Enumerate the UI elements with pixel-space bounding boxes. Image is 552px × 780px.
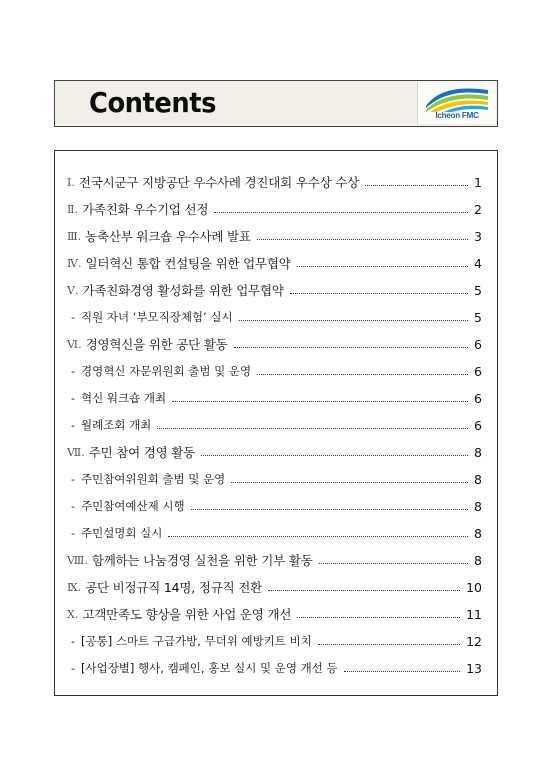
toc-entry-number: Ⅱ. xyxy=(67,202,78,216)
toc-dot-leader xyxy=(239,319,468,321)
toc-entry-number: Ⅹ. xyxy=(67,607,79,621)
toc-entry-title: [공통] 스마트 구급가방, 무더위 예방키트 비치 xyxy=(80,634,312,648)
toc-entry-page: 3 xyxy=(474,228,482,244)
toc-entry-title: 가족친화 우수기업 선정 xyxy=(81,202,209,217)
table-of-contents xyxy=(54,150,498,696)
toc-dot-leader xyxy=(172,400,468,402)
toc-entry-page: 13 xyxy=(466,660,482,676)
toc-entry[interactable] xyxy=(67,198,482,220)
toc-entry[interactable] xyxy=(67,495,482,517)
toc-entry-number: - xyxy=(71,661,75,675)
toc-entry[interactable] xyxy=(67,333,482,355)
logo-waves-icon xyxy=(424,84,490,112)
toc-entry-page: 8 xyxy=(474,471,482,487)
toc-entry[interactable] xyxy=(67,306,482,328)
icheon-fmc-logo xyxy=(417,82,496,124)
toc-entry-title: 경영혁신을 위한 공단 활동 xyxy=(85,337,228,352)
toc-entry-title: 농축산부 워크숍 우수사례 발표 xyxy=(85,229,251,244)
toc-entry-page: 6 xyxy=(474,390,482,406)
toc-dot-leader xyxy=(201,454,468,456)
toc-entry[interactable] xyxy=(67,549,482,571)
toc-dot-leader xyxy=(365,184,468,186)
toc-entry-page: 10 xyxy=(466,579,482,595)
toc-entry-page: 8 xyxy=(474,525,482,541)
logo-text: Icheon FMC xyxy=(435,111,479,120)
toc-entry-title: 고객만족도 향상을 위한 사업 운영 개선 xyxy=(82,607,292,622)
toc-dot-leader xyxy=(268,589,460,591)
toc-entry-number: Ⅶ. xyxy=(67,445,85,459)
toc-entry-number: Ⅴ. xyxy=(67,283,79,297)
toc-entry-number: - xyxy=(71,526,75,540)
toc-dot-leader xyxy=(297,616,460,618)
toc-entry-page: 12 xyxy=(466,633,482,649)
toc-entry-page: 5 xyxy=(474,282,482,298)
toc-entry-page: 1 xyxy=(474,174,482,190)
toc-dot-leader xyxy=(157,427,468,429)
toc-entry[interactable] xyxy=(67,279,482,301)
toc-entry-title: [사업장별] 행사, 캠페인, 홍보 실시 및 운영 개선 등 xyxy=(80,661,338,675)
toc-dot-leader xyxy=(214,211,468,213)
toc-entry-number: - xyxy=(71,418,75,432)
toc-entry-number: Ⅰ. xyxy=(67,175,75,189)
toc-entry-title: 주민 참여 경영 활동 xyxy=(88,445,196,460)
toc-entry-page: 2 xyxy=(474,201,482,217)
toc-dot-leader xyxy=(234,346,469,348)
toc-entry-title: 전국시군구 지방공단 우수사례 경진대회 우수상 수상 xyxy=(78,175,359,190)
toc-entry-number: - xyxy=(71,391,75,405)
toc-entry-page: 6 xyxy=(474,363,482,379)
toc-entry-title: 주민참여위원회 출범 및 운영 xyxy=(80,472,226,486)
toc-entry-title: 혁신 워크숍 개최 xyxy=(80,391,167,405)
toc-entry-number: Ⅲ. xyxy=(67,229,82,243)
toc-dot-leader xyxy=(319,562,468,564)
toc-entry-title: 일터혁신 통합 컨설팅을 위한 업무협약 xyxy=(85,256,291,271)
toc-entry-page: 8 xyxy=(474,444,482,460)
toc-entry[interactable] xyxy=(67,360,482,382)
toc-dot-leader xyxy=(231,481,468,483)
toc-dot-leader xyxy=(168,535,468,537)
toc-dot-leader xyxy=(318,643,460,645)
toc-entry-number: - xyxy=(71,499,75,513)
toc-entry-page: 8 xyxy=(474,552,482,568)
toc-entry[interactable] xyxy=(67,657,482,679)
toc-entry-page: 5 xyxy=(474,309,482,325)
toc-entry-title: 가족친화경영 활성화를 위한 업무협약 xyxy=(82,283,284,298)
toc-entry-number: Ⅸ. xyxy=(67,580,82,594)
toc-entry-title: 경영혁신 자문위원회 출범 및 운영 xyxy=(80,364,252,378)
toc-entry-page: 11 xyxy=(466,606,482,622)
toc-entry-title: 월례조회 개최 xyxy=(80,418,152,432)
toc-entry[interactable] xyxy=(67,576,482,598)
toc-dot-leader xyxy=(290,292,468,294)
toc-entry[interactable] xyxy=(67,522,482,544)
toc-entry-page: 6 xyxy=(474,417,482,433)
toc-entry-number: - xyxy=(71,634,75,648)
toc-dot-leader xyxy=(257,373,468,375)
toc-entry[interactable] xyxy=(67,603,482,625)
toc-entry-title: 직원 자녀 ‘부모직장체험’ 실시 xyxy=(80,310,233,324)
toc-entry[interactable] xyxy=(67,630,482,652)
toc-entry-number: - xyxy=(71,364,75,378)
toc-entry[interactable] xyxy=(67,441,482,463)
toc-dot-leader xyxy=(297,265,468,267)
toc-dot-leader xyxy=(191,508,468,510)
toc-entry-title: 공단 비정규직 14명, 정규직 전환 xyxy=(85,580,262,595)
toc-entry-page: 4 xyxy=(474,255,482,271)
toc-entry-number: - xyxy=(71,310,75,324)
toc-entry[interactable] xyxy=(67,171,482,193)
toc-entry-number: Ⅳ. xyxy=(67,256,82,270)
toc-dot-leader xyxy=(257,238,468,240)
toc-entry[interactable] xyxy=(67,468,482,490)
toc-entry-number: Ⅵ. xyxy=(67,337,82,351)
toc-entry-number: - xyxy=(71,472,75,486)
toc-entry-page: 6 xyxy=(474,336,482,352)
toc-entry-title: 주민참여예산제 시행 xyxy=(80,499,185,513)
toc-entry-title: 함께하는 나눔경영 실천을 위한 기부 활동 xyxy=(91,553,313,568)
toc-entry[interactable] xyxy=(67,387,482,409)
page-title: Contents xyxy=(89,86,217,119)
toc-entry-page: 8 xyxy=(474,498,482,514)
toc-entry[interactable] xyxy=(67,252,482,274)
toc-dot-leader xyxy=(344,670,461,672)
toc-entry-title: 주민설명회 실시 xyxy=(80,526,163,540)
toc-entry[interactable] xyxy=(67,414,482,436)
toc-entry[interactable] xyxy=(67,225,482,247)
contents-header xyxy=(54,80,498,127)
toc-entry-number: Ⅷ. xyxy=(67,553,88,567)
